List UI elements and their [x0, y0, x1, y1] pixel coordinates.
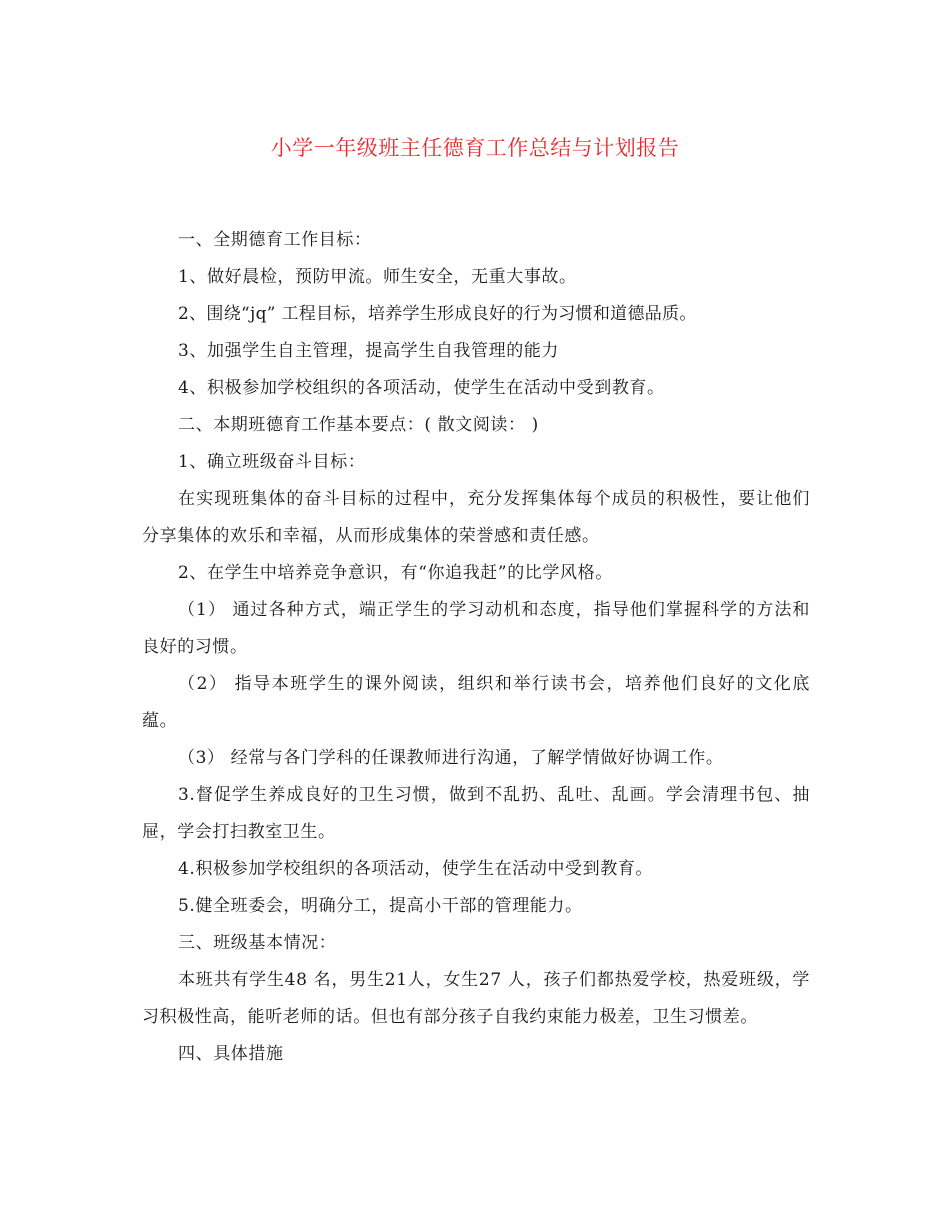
key-point-2-sub-3: （3） 经常与各门学科的任课教师进行沟通，了解学情做好协调工作。: [178, 748, 724, 768]
key-point-4: 4.积极参加学校组织的各项活动，使学生在活动中受到教育。: [178, 859, 654, 879]
key-point-1: 1、确立班级奋斗目标：: [178, 452, 366, 472]
goal-item-4: 4、积极参加学校组织的各项活动，使学生在活动中受到教育。: [178, 378, 665, 398]
key-point-3: 3.督促学生养成良好的卫生习惯，做到不乱扔、乱吐、乱画。学会清理书包、抽屉，学会打扫教室卫生。: [142, 785, 810, 842]
document-title: 小学一年级班主任德育工作总结与计划报告: [270, 136, 680, 160]
section-heading-class-info: 三、班级基本情况：: [178, 933, 337, 953]
section-heading-key-points: 二、本期班德育工作基本要点：( 散文阅读： ): [178, 415, 539, 435]
key-point-2-sub-2: （2） 指导本班学生的课外阅读，组织和举行读书会，培养他们良好的文化底蕴。: [142, 674, 810, 731]
document-body: [142, 222, 810, 1073]
key-point-5: 5.健全班委会，明确分工，提高小干部的管理能力。: [178, 896, 583, 916]
key-point-1-detail: 在实现班集体的奋斗目标的过程中，充分发挥集体每个成员的积极性，要让他们分享集体的欢乐和幸福，从而形成集体的荣誉感和责任感。: [142, 489, 810, 546]
key-point-2-sub-1: （1） 通过各种方式，端正学生的学习动机和态度，指导他们掌握科学的方法和良好的习惯。: [142, 600, 810, 657]
goal-item-2: 2、围绕“jq” 工程目标，培养学生形成良好的行为习惯和道德品质。: [178, 304, 697, 324]
goal-item-3: 3、加强学生自主管理，提高学生自我管理的能力: [178, 341, 560, 361]
section-heading-measures: 四、具体措施: [178, 1044, 284, 1064]
section-heading-goals: 一、全期德育工作目标：: [178, 230, 372, 250]
key-point-2: 2、在学生中培养竞争意识，有“你追我赶”的比学风格。: [178, 563, 613, 583]
class-info-detail: 本班共有学生48 名，男生21人，女生27 人，孩子们都热爱学校，热爱班级，学习积极性高，能听老师的话。但也有部分孩子自我约束能力极差，卫生习惯差。: [142, 970, 810, 1027]
goal-item-1: 1、做好晨检，预防甲流。师生安全，无重大事故。: [178, 267, 577, 287]
